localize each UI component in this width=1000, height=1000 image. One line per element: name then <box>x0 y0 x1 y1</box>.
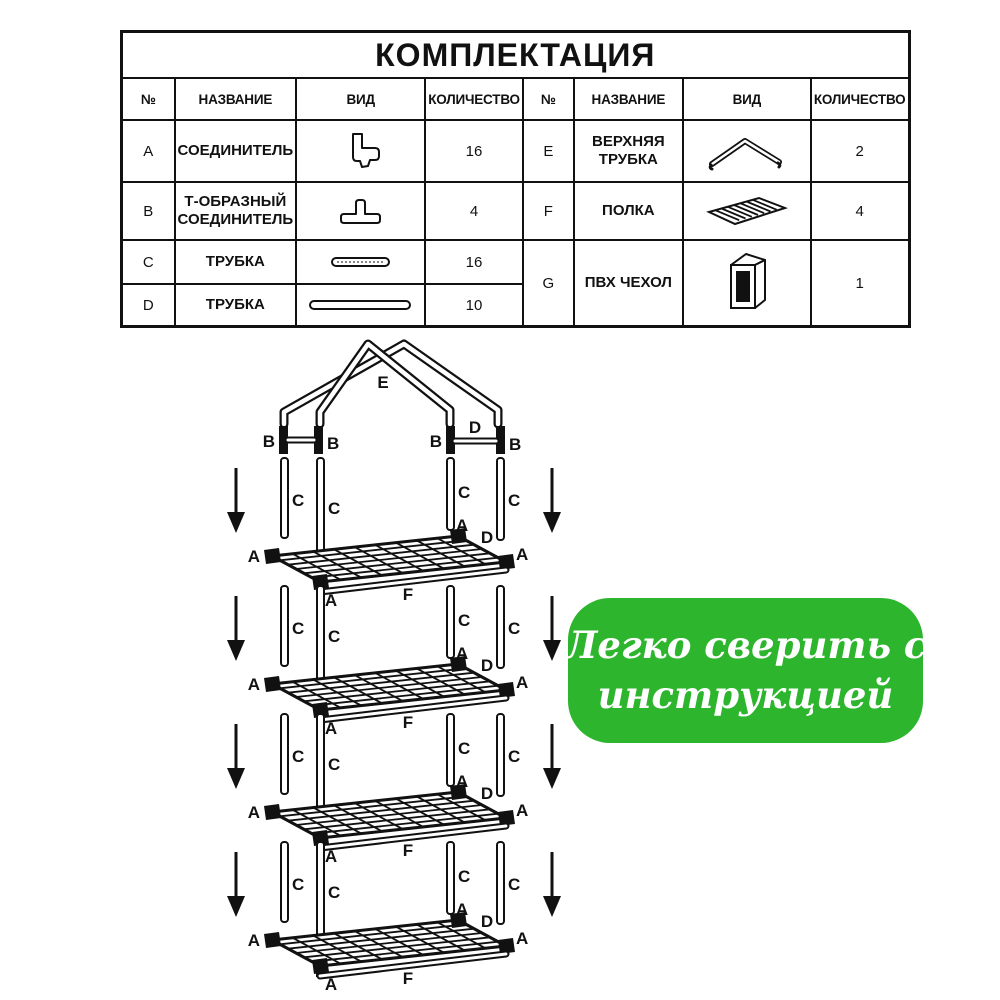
col-header-name: НАЗВАНИЕ <box>175 78 297 120</box>
col-header-name: НАЗВАНИЕ <box>574 78 683 120</box>
promo-badge-text: Легко сверить с <box>564 622 927 667</box>
parts-table <box>120 30 911 328</box>
short-tube-icon <box>296 240 425 284</box>
label-e: E <box>377 373 389 392</box>
part-id: D <box>122 284 175 327</box>
part-qty: 4 <box>811 182 909 240</box>
part-id: C <box>122 240 175 284</box>
page-title: КОМПЛЕКТАЦИЯ <box>122 32 910 79</box>
col-header-number: № <box>523 78 574 120</box>
table-row <box>122 120 910 182</box>
corner-connector-icon <box>296 120 425 182</box>
part-qty: 10 <box>425 284 523 327</box>
part-id: B <box>122 182 175 240</box>
label-b: B <box>327 434 340 453</box>
shelf-icon <box>683 182 811 240</box>
part-qty: 4 <box>425 182 523 240</box>
table-title-row <box>122 32 910 79</box>
part-name: Т-ОБРАЗНЫЙ СОЕДИНИТЕЛЬ <box>175 182 297 240</box>
part-name: ПВХ ЧЕХОЛ <box>574 240 683 327</box>
roof-tube-icon <box>683 120 811 182</box>
part-name: СОЕДИНИТЕЛЬ <box>175 120 297 182</box>
part-name: ТРУБКА <box>175 240 297 284</box>
col-header-qty: КОЛИЧЕСТВО <box>811 78 909 120</box>
roof-tubes <box>284 344 498 424</box>
label-b: B <box>262 432 275 451</box>
part-qty: 16 <box>425 240 523 284</box>
label-b: B <box>429 432 442 451</box>
table-row <box>122 240 910 284</box>
table-row <box>122 182 910 240</box>
part-qty: 2 <box>811 120 909 182</box>
col-header-qty: КОЛИЧЕСТВО <box>425 78 523 120</box>
b-connector-assembly <box>279 426 323 454</box>
promo-badge <box>564 598 927 743</box>
long-tube-icon <box>296 284 425 327</box>
col-header-view: ВИД <box>683 78 811 120</box>
part-id: G <box>523 240 574 327</box>
part-qty: 1 <box>811 240 909 327</box>
label-d: D <box>468 418 482 437</box>
part-name: ТРУБКА <box>175 284 297 327</box>
part-id: F <box>523 182 574 240</box>
promo-badge-text: инструкцией <box>597 672 894 717</box>
assembly-diagram <box>210 330 590 992</box>
col-header-view: ВИД <box>296 78 425 120</box>
table-header-row <box>122 78 910 120</box>
part-id: A <box>122 120 175 182</box>
pvc-cover-icon <box>683 240 811 327</box>
part-id: E <box>523 120 574 182</box>
part-name: ПОЛКА <box>574 182 683 240</box>
t-connector-icon <box>296 182 425 240</box>
label-b: B <box>509 435 522 454</box>
col-header-number: № <box>122 78 175 120</box>
part-qty: 16 <box>425 120 523 182</box>
part-name: ВЕРХНЯЯ ТРУБКА <box>574 120 683 182</box>
